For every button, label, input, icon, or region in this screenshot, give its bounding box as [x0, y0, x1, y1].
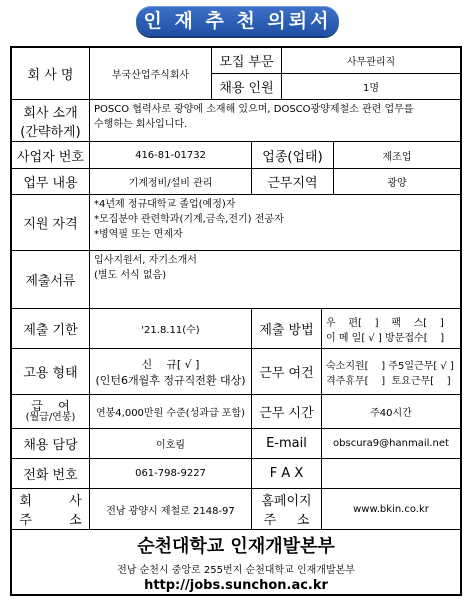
fax-label: F A X	[252, 459, 322, 489]
address-label-line1: 회 사	[19, 494, 82, 509]
work-value: 기계정비/설비 관리	[90, 169, 252, 195]
title-banner	[0, 6, 475, 38]
phone-label: 전화 번호	[12, 459, 90, 489]
docs-label: 제출서류	[12, 251, 90, 309]
region-value: 광양	[334, 169, 460, 195]
employ-line2: (인턴6개월후 정규직전환 대상)	[95, 373, 246, 387]
method-value	[322, 309, 460, 349]
footer-address: 전남 순천시 중앙로 255번지 순천대학교 인재개발본부	[117, 564, 355, 576]
method-line1: 우 편[ ] 팩 스[ ]	[326, 317, 444, 329]
hours-value: 주40시간	[322, 395, 460, 429]
fax-value	[322, 459, 460, 489]
address-label	[12, 489, 90, 530]
employ-label: 고용 형태	[12, 349, 90, 395]
deadline-value: '21.8.11(수)	[90, 309, 252, 349]
salary-label-line1: 급 여	[31, 399, 70, 413]
dept-label: 모집 부문	[212, 48, 282, 74]
phone-value: 061-798-9227	[90, 459, 252, 489]
docs-line2: (별도 서식 없음)	[94, 270, 167, 281]
work-label: 업무 내용	[12, 169, 90, 195]
qual-line1: *4년제 정규대학교 졸업(예정)자	[94, 199, 236, 210]
bizno-value: 416-81-01732	[90, 142, 252, 169]
method-label: 제출 방법	[252, 309, 322, 349]
conditions-value	[322, 349, 460, 395]
intro-line1: POSCO 협력사로 광양에 소재해 있으며, DOSCO광양제철소 관련 업무를	[94, 104, 414, 115]
salary-value: 연봉4,000만원 수준(성과급 포함)	[90, 395, 252, 429]
contact-value: 이호림	[90, 429, 252, 459]
employ-line1: 신 규[ √ ]	[141, 357, 200, 371]
intro-value	[90, 100, 460, 142]
email-value: obscura9@hanmail.net	[322, 429, 460, 459]
homepage-value[interactable]: www.bkin.co.kr	[322, 489, 460, 530]
address-value: 전남 광양시 제철로 2148-97	[90, 489, 252, 530]
region-label: 근무지역	[252, 169, 334, 195]
email-label: E-mail	[252, 429, 322, 459]
contact-label: 채용 담당	[12, 429, 90, 459]
footer-title: 순천대학교 인재개발본부	[137, 535, 335, 557]
address-label-line2: 주 소	[19, 513, 82, 528]
conditions-line2: 격주휴무[ ] 토요근무[ ]	[326, 375, 451, 387]
employ-value	[90, 349, 252, 395]
company-name-value: 부국산업주식회사	[90, 48, 212, 100]
docs-line1: 입사지원서, 자기소개서	[94, 255, 197, 266]
intro-label	[12, 100, 90, 142]
page-title: 인 재 추 천 의뢰서	[136, 6, 339, 36]
homepage-label-line1: 홈페이지	[261, 494, 312, 509]
salary-label	[12, 395, 90, 429]
qual-value	[90, 195, 460, 251]
intro-label-line2: (간략하게)	[20, 124, 81, 140]
company-name-label: 회 사 명	[12, 48, 90, 100]
hire-count-value: 1명	[282, 74, 460, 100]
homepage-label	[252, 489, 322, 530]
industry-value: 제조업	[334, 142, 460, 169]
docs-value	[90, 251, 460, 309]
referral-form	[10, 46, 462, 596]
footer-url-link[interactable]: http://jobs.sunchon.ac.kr	[144, 577, 328, 593]
qual-label: 지원 자격	[12, 195, 90, 251]
footer	[12, 530, 460, 594]
intro-line2: 수행하는 회사입니다.	[94, 119, 188, 130]
bizno-label: 사업자 번호	[12, 142, 90, 169]
dept-value: 사무관리직	[282, 48, 460, 74]
qual-line3: *병역필 또는 면제자	[94, 229, 183, 240]
industry-label: 업종(업태)	[252, 142, 334, 169]
hours-label: 근무 시간	[252, 395, 322, 429]
conditions-label: 근무 여건	[252, 349, 322, 395]
homepage-label-line2: 주 소	[263, 513, 310, 528]
salary-label-line2: (월급/연봉)	[25, 412, 76, 423]
deadline-label: 제출 기한	[12, 309, 90, 349]
hire-count-label: 채용 인원	[212, 74, 282, 100]
qual-line2: *모집분야 관련학과(기계,금속,전기) 전공자	[94, 214, 284, 225]
method-line2: 이 메 일[ √ ] 방문접수[ ]	[326, 332, 445, 344]
intro-label-line1: 회사 소개	[23, 105, 78, 121]
conditions-line1: 숙소지원[ ] 주5일근무[ √ ]	[326, 360, 454, 372]
